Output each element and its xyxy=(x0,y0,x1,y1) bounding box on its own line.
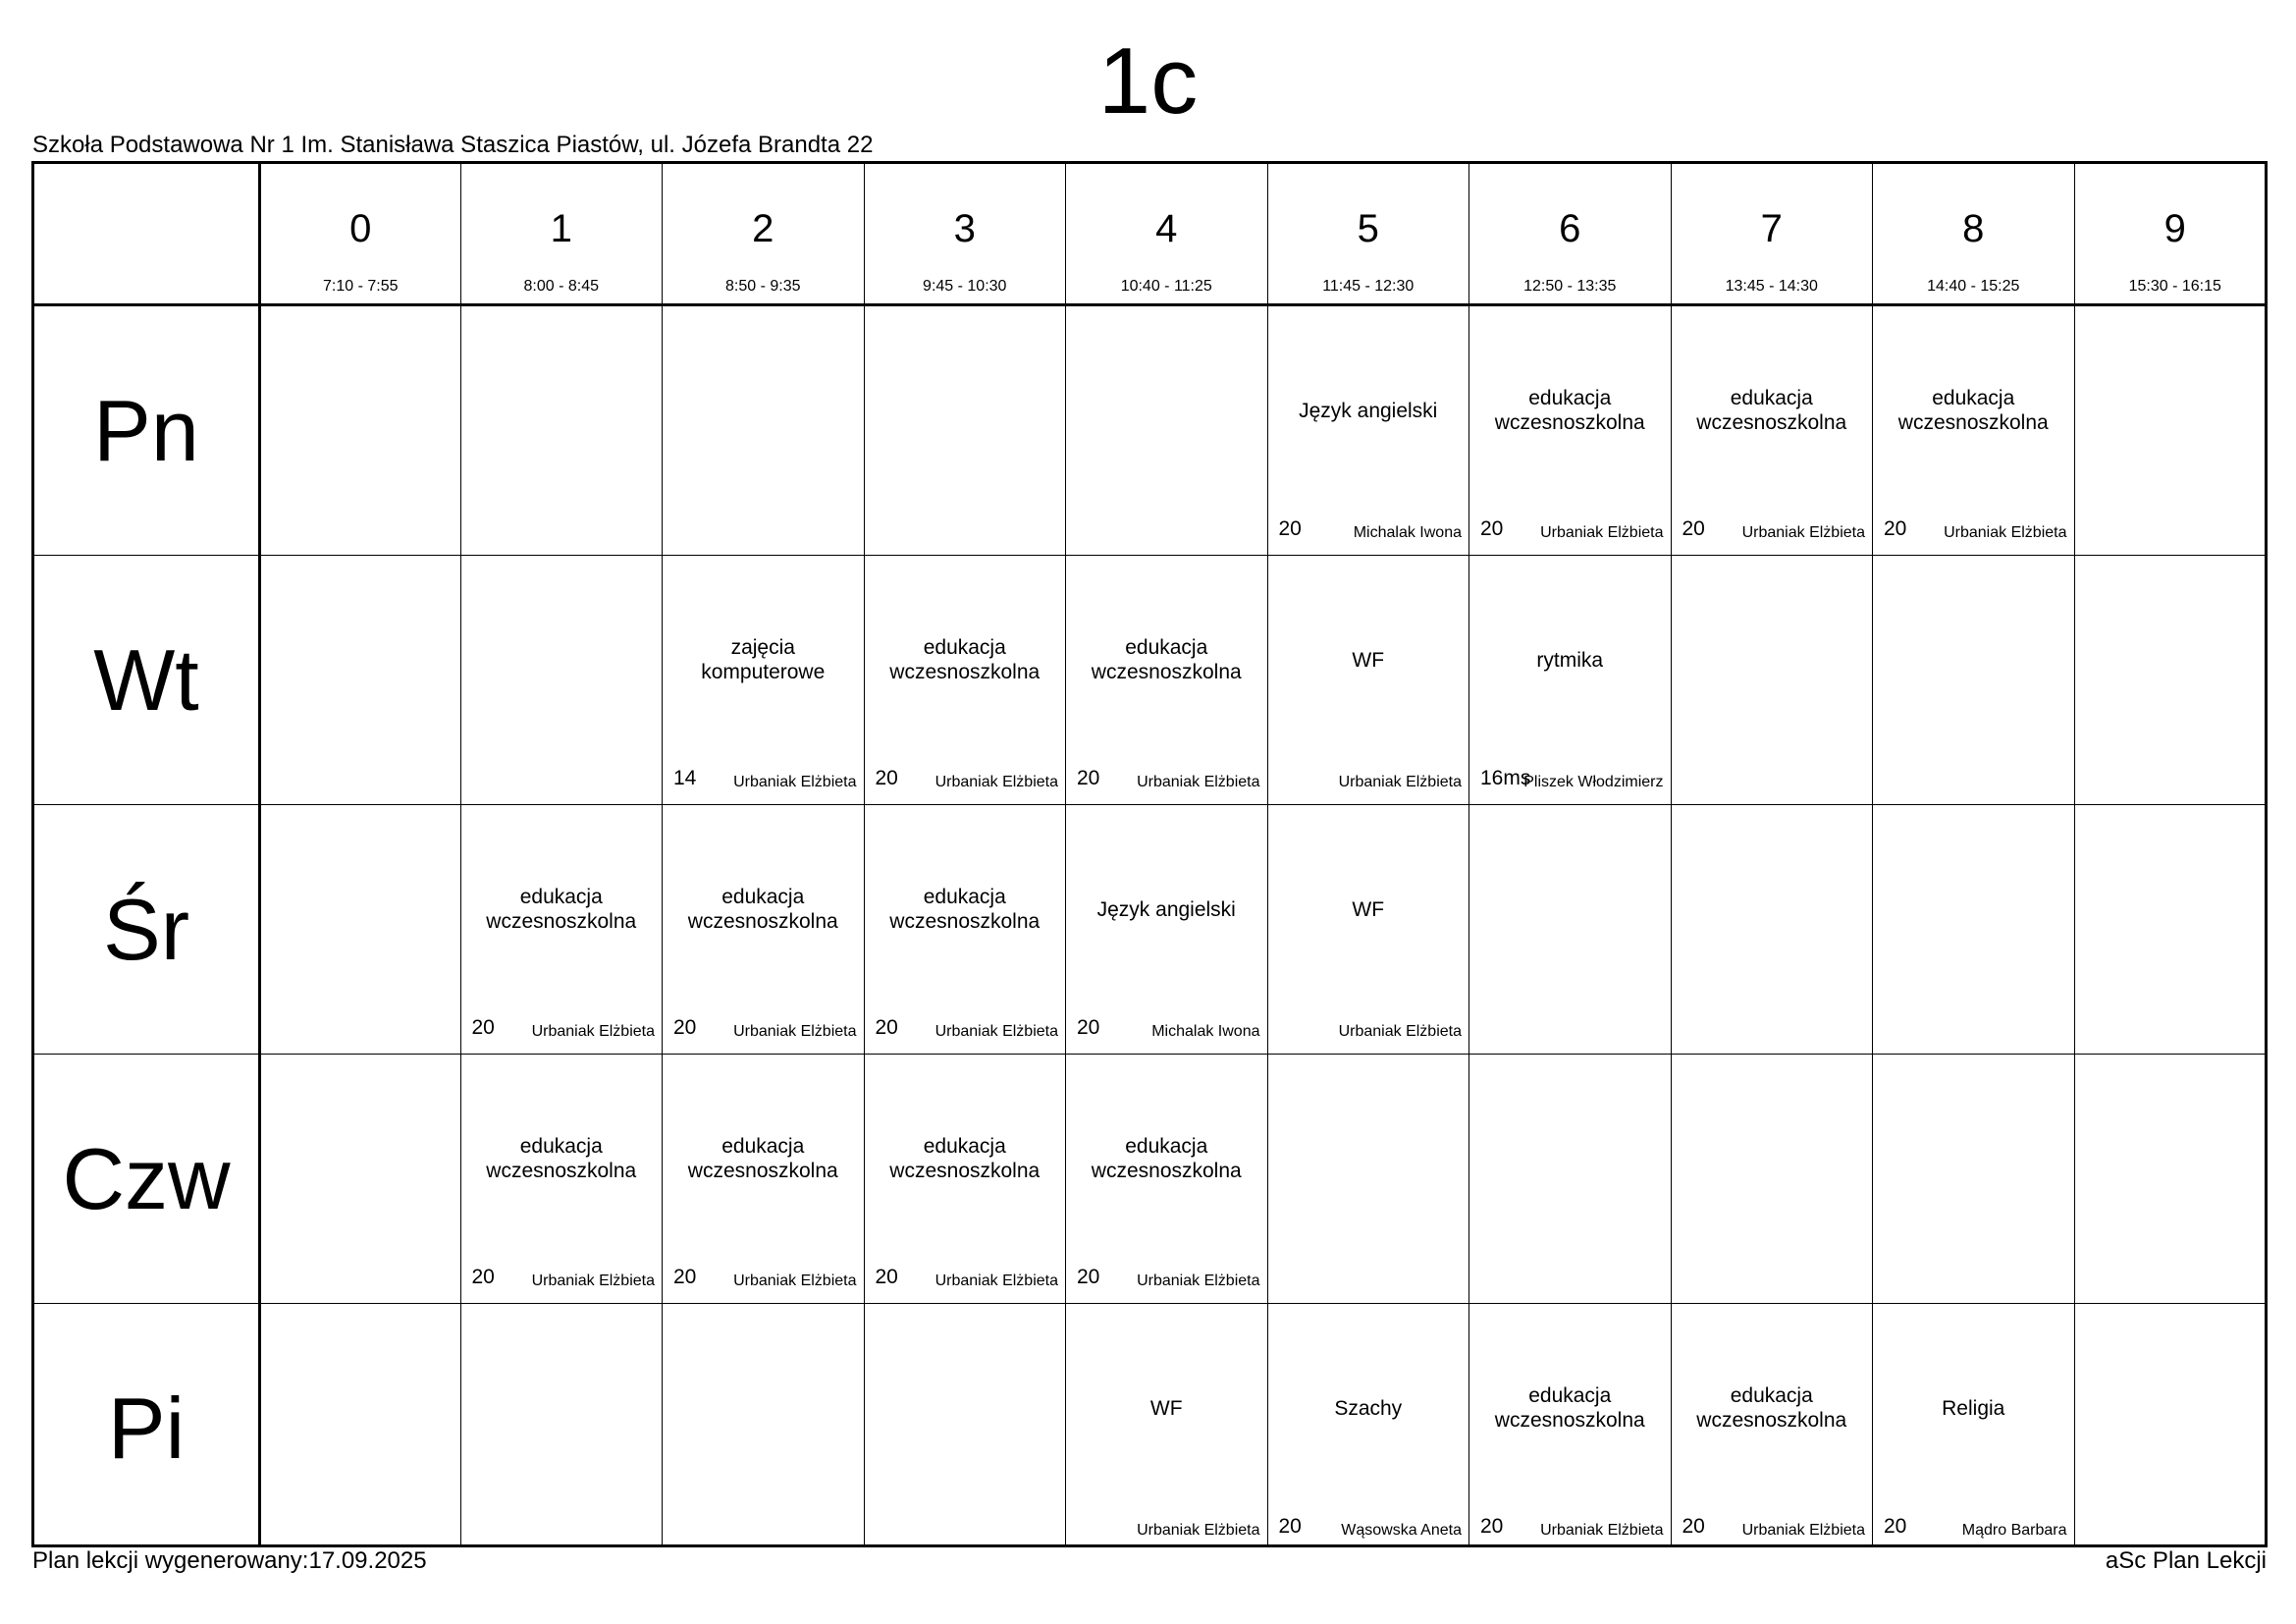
period-number: 7 xyxy=(1760,207,1783,250)
lesson-room: 20 xyxy=(1682,1515,1705,1538)
lesson-subject: Język angielski xyxy=(1299,399,1438,422)
lesson-subject: Religia xyxy=(1942,1396,2005,1420)
period-number: 1 xyxy=(550,207,572,250)
lesson-cell[interactable] xyxy=(866,805,1065,1053)
lesson-subject: Szachy xyxy=(1334,1396,1403,1420)
lesson-cell[interactable] xyxy=(1874,1304,2073,1551)
period-time: 9:45 - 10:30 xyxy=(923,278,1007,295)
lesson-subject: WF xyxy=(1352,897,1385,921)
lesson-cell[interactable] xyxy=(1067,556,1266,803)
lesson-teacher: Urbaniak Elżbieta xyxy=(1137,1272,1260,1289)
period-number: 8 xyxy=(1962,207,1985,250)
period-header-8 xyxy=(1872,164,2074,303)
column-divider xyxy=(2074,303,2075,1544)
lesson-cell[interactable] xyxy=(1470,1304,1670,1551)
lesson-cell[interactable] xyxy=(1067,805,1266,1053)
period-header-2 xyxy=(662,164,864,303)
lesson-teacher: Michalak Iwona xyxy=(1151,1023,1260,1040)
column-divider xyxy=(1872,303,1873,1544)
lesson-teacher: Urbaniak Elżbieta xyxy=(934,1272,1058,1289)
lesson-teacher: Urbaniak Elżbieta xyxy=(1944,524,2067,541)
generated-date: Plan lekcji wygenerowany:17.09.2025 xyxy=(32,1547,427,1574)
lesson-subject: Język angielski xyxy=(1096,897,1236,921)
lesson-room: 20 xyxy=(471,1266,495,1288)
period-number: 9 xyxy=(2163,207,2186,250)
lesson-teacher: Wąsowska Aneta xyxy=(1341,1522,1462,1539)
lesson-teacher: Urbaniak Elżbieta xyxy=(733,1023,857,1040)
lesson-cell[interactable] xyxy=(462,805,662,1053)
period-number: 5 xyxy=(1357,207,1379,250)
column-divider xyxy=(864,303,865,1544)
column-divider xyxy=(460,303,461,1544)
lesson-room: 20 xyxy=(1278,1515,1302,1538)
lesson-subject: edukacja wczesnoszkolna xyxy=(1696,387,1847,434)
lesson-teacher: Urbaniak Elżbieta xyxy=(733,774,857,790)
lesson-cell[interactable] xyxy=(1673,1304,1872,1551)
lesson-cell[interactable] xyxy=(1269,556,1468,803)
lesson-cell[interactable] xyxy=(1874,306,2073,554)
lesson-teacher: Urbaniak Elżbieta xyxy=(1540,1522,1664,1539)
lesson-cell[interactable] xyxy=(866,556,1065,803)
lesson-teacher: Urbaniak Elżbieta xyxy=(1338,1023,1462,1040)
period-header-5 xyxy=(1267,164,1469,303)
period-header-4 xyxy=(1065,164,1267,303)
lesson-room: 20 xyxy=(1077,1016,1100,1039)
period-number: 0 xyxy=(349,207,372,250)
school-name: Szkoła Podstawowa Nr 1 Im. Stanisława Staszica Piastów, ul. Józefa Brandta 22 xyxy=(32,132,874,158)
lesson-subject: zajęcia komputerowe xyxy=(701,636,826,683)
column-divider xyxy=(1267,303,1268,1544)
period-header-7 xyxy=(1671,164,1873,303)
lesson-teacher: Urbaniak Elżbieta xyxy=(934,1023,1058,1040)
timetable-grid xyxy=(31,161,2268,1547)
lesson-room: 20 xyxy=(875,767,898,789)
period-number: 2 xyxy=(752,207,774,250)
lesson-room: 20 xyxy=(1682,517,1705,540)
period-time: 15:30 - 16:15 xyxy=(2128,278,2221,295)
lesson-cell[interactable] xyxy=(664,1055,863,1302)
lesson-room: 20 xyxy=(471,1016,495,1039)
lesson-teacher: Urbaniak Elżbieta xyxy=(531,1023,655,1040)
lesson-subject: rytmika xyxy=(1536,648,1604,672)
lesson-room: 20 xyxy=(1480,1515,1504,1538)
lesson-room: 20 xyxy=(673,1016,697,1039)
lesson-subject: edukacja wczesnoszkolna xyxy=(1494,387,1645,434)
lesson-cell[interactable] xyxy=(1470,556,1670,803)
lesson-cell[interactable] xyxy=(866,1055,1065,1302)
lesson-teacher: Urbaniak Elżbieta xyxy=(1338,774,1462,790)
lesson-teacher: Urbaniak Elżbieta xyxy=(1741,524,1865,541)
column-divider xyxy=(662,303,663,1544)
lesson-cell[interactable] xyxy=(1269,1304,1468,1551)
period-time: 13:45 - 14:30 xyxy=(1725,278,1818,295)
lesson-room: 20 xyxy=(673,1266,697,1288)
day-label: Śr xyxy=(103,881,189,978)
column-divider xyxy=(1065,303,1066,1544)
period-number: 3 xyxy=(953,207,976,250)
lesson-subject: edukacja wczesnoszkolna xyxy=(1091,636,1242,683)
lesson-teacher: Pliszek Włodzimierz xyxy=(1523,774,1664,790)
day-label: Wt xyxy=(93,631,199,729)
lesson-teacher: Michalak Iwona xyxy=(1353,524,1462,541)
lesson-cell[interactable] xyxy=(1673,306,1872,554)
lesson-teacher: Urbaniak Elżbieta xyxy=(1137,774,1260,790)
lesson-room: 20 xyxy=(875,1266,898,1288)
column-divider xyxy=(1671,303,1672,1544)
lesson-subject: WF xyxy=(1149,1396,1183,1420)
lesson-room: 20 xyxy=(1077,1266,1100,1288)
lesson-subject: edukacja wczesnoszkolna xyxy=(889,636,1041,683)
lesson-teacher: Urbaniak Elżbieta xyxy=(1540,524,1664,541)
day-label: Czw xyxy=(62,1130,231,1227)
period-time: 11:45 - 12:30 xyxy=(1322,278,1415,295)
lesson-cell[interactable] xyxy=(1067,1304,1266,1551)
lesson-subject: edukacja wczesnoszkolna xyxy=(889,1135,1041,1182)
lesson-subject: edukacja wczesnoszkolna xyxy=(486,1135,637,1182)
lesson-teacher: Urbaniak Elżbieta xyxy=(733,1272,857,1289)
lesson-cell[interactable] xyxy=(462,1055,662,1302)
column-divider xyxy=(1468,303,1469,1544)
lesson-subject: edukacja wczesnoszkolna xyxy=(687,886,838,933)
lesson-room: 20 xyxy=(1884,517,1907,540)
period-number: 4 xyxy=(1155,207,1178,250)
lesson-cell[interactable] xyxy=(1067,1055,1266,1302)
lesson-cell[interactable] xyxy=(1269,805,1468,1053)
period-time: 7:10 - 7:55 xyxy=(323,278,399,295)
period-time: 12:50 - 13:35 xyxy=(1523,278,1617,295)
lesson-teacher: Mądro Barbara xyxy=(1961,1522,2067,1539)
period-time: 14:40 - 15:25 xyxy=(1927,278,2020,295)
period-header-6 xyxy=(1468,164,1671,303)
day-label: Pi xyxy=(107,1380,186,1477)
lesson-room: 20 xyxy=(1480,517,1504,540)
lesson-subject: edukacja wczesnoszkolna xyxy=(1494,1384,1645,1432)
period-number: 6 xyxy=(1559,207,1581,250)
period-time: 8:00 - 8:45 xyxy=(523,278,599,295)
lesson-cell[interactable] xyxy=(664,805,863,1053)
period-time: 8:50 - 9:35 xyxy=(725,278,801,295)
page-title: 1c xyxy=(1097,28,1199,134)
software-name: aSc Plan Lekcji xyxy=(2105,1547,2267,1574)
period-time: 10:40 - 11:25 xyxy=(1120,278,1212,295)
period-header-9 xyxy=(2074,164,2276,303)
lesson-cell[interactable] xyxy=(1269,306,1468,554)
lesson-teacher: Urbaniak Elżbieta xyxy=(531,1272,655,1289)
lesson-cell[interactable] xyxy=(664,556,863,803)
lesson-room: 16ms xyxy=(1480,767,1531,789)
day-label: Pn xyxy=(93,382,199,479)
lesson-subject: edukacja wczesnoszkolna xyxy=(1091,1135,1242,1182)
lesson-room: 20 xyxy=(875,1016,898,1039)
lesson-teacher: Urbaniak Elżbieta xyxy=(934,774,1058,790)
lesson-room: 20 xyxy=(1884,1515,1907,1538)
lesson-subject: edukacja wczesnoszkolna xyxy=(1897,387,2049,434)
lesson-room: 20 xyxy=(1077,767,1100,789)
period-header-1 xyxy=(460,164,663,303)
lesson-subject: edukacja wczesnoszkolna xyxy=(687,1135,838,1182)
lesson-teacher: Urbaniak Elżbieta xyxy=(1137,1522,1260,1539)
lesson-subject: edukacja wczesnoszkolna xyxy=(889,886,1041,933)
lesson-subject: edukacja wczesnoszkolna xyxy=(486,886,637,933)
period-header-0 xyxy=(258,164,460,303)
lesson-subject: WF xyxy=(1352,648,1385,672)
lesson-room: 14 xyxy=(673,767,697,789)
lesson-cell[interactable] xyxy=(1470,306,1670,554)
lesson-room: 20 xyxy=(1278,517,1302,540)
lesson-subject: edukacja wczesnoszkolna xyxy=(1696,1384,1847,1432)
period-header-3 xyxy=(864,164,1066,303)
column-divider xyxy=(258,303,261,1544)
lesson-teacher: Urbaniak Elżbieta xyxy=(1741,1522,1865,1539)
